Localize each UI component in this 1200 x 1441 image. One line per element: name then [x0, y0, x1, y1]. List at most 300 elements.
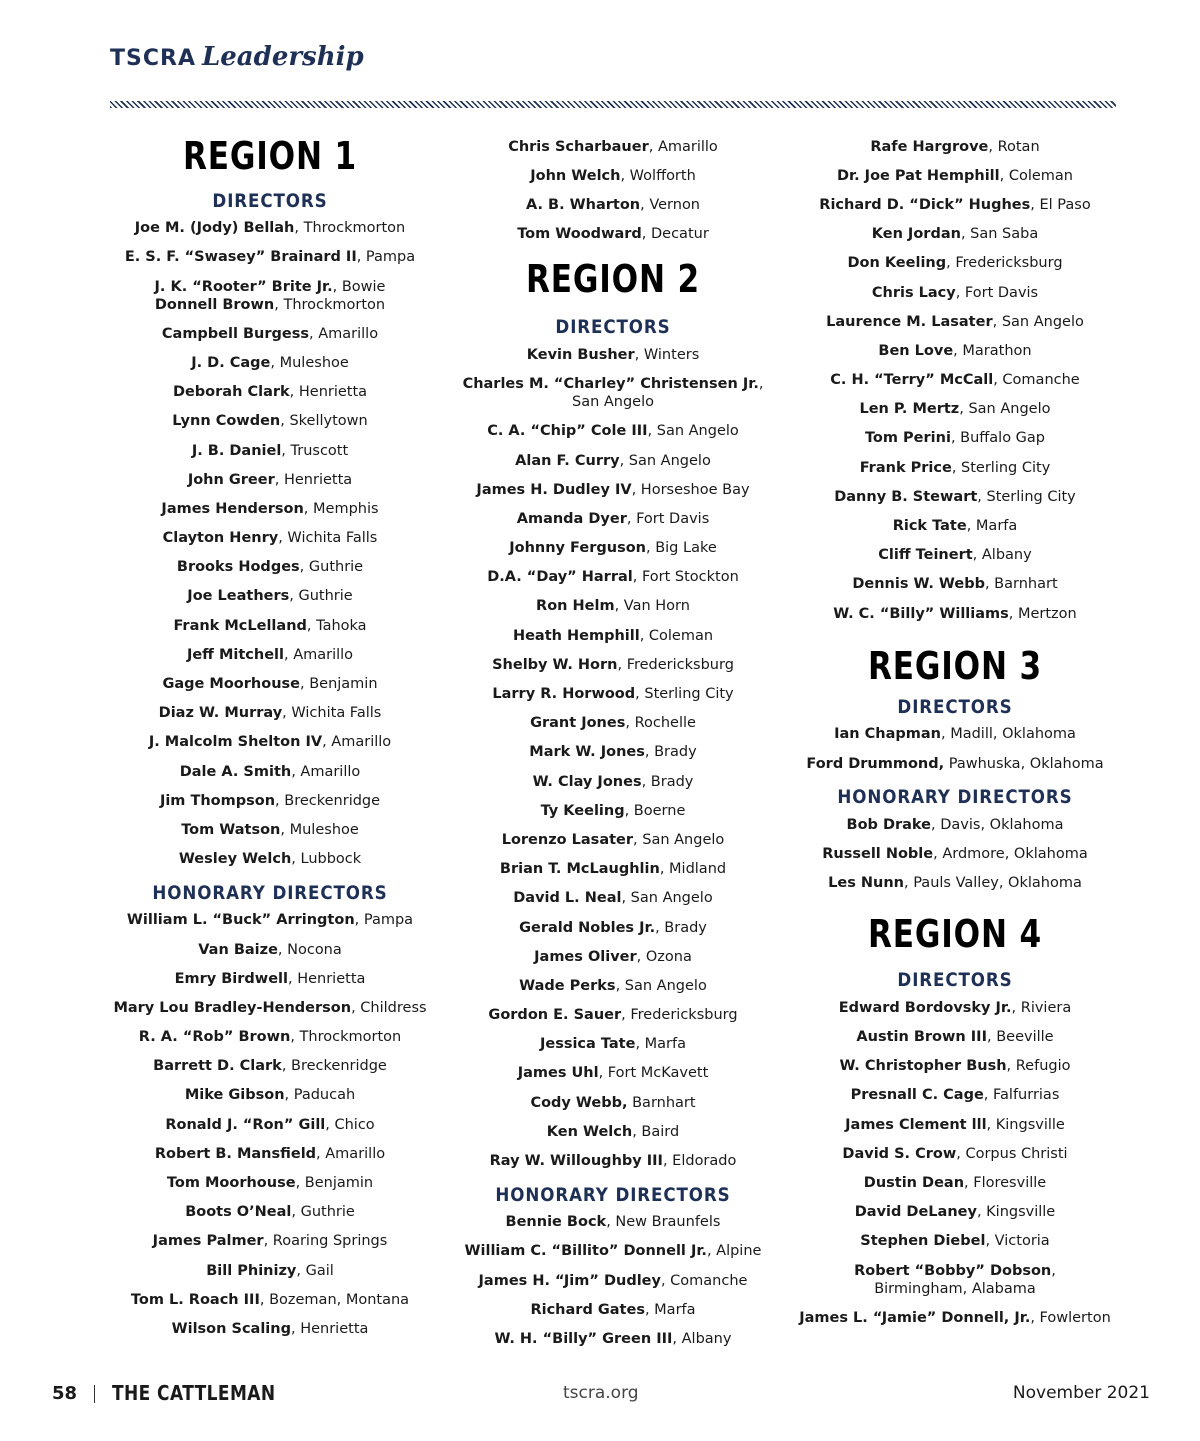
- director-location: , Winters: [634, 346, 700, 363]
- directors-list: [790, 993, 1120, 1332]
- director-location: , San Angelo: [621, 890, 713, 907]
- director-location: , Guthrie: [291, 1204, 355, 1221]
- director-entry: [790, 366, 1120, 395]
- director-name: James Clement lll: [845, 1116, 987, 1133]
- director-name: Frank McLelland: [173, 617, 307, 634]
- director-location: , Rochelle: [625, 715, 696, 732]
- director-name: Lorenzo Lasater: [501, 831, 634, 848]
- director-name: James L. “Jamie” Donnell, Jr.: [799, 1309, 1031, 1326]
- director-entry: [105, 1110, 435, 1139]
- director-name: Wilson Scaling: [171, 1320, 291, 1337]
- director-location: , Albany: [972, 547, 1032, 564]
- director-entry: [790, 1052, 1120, 1081]
- director-name: Jessica Tate: [539, 1036, 636, 1053]
- director-name: C. A. “Chip” Cole III: [487, 423, 648, 440]
- director-name: W. H. “Billy” Green III: [494, 1330, 673, 1347]
- director-entry: [790, 810, 1120, 839]
- header-brand: TSCRA: [110, 46, 196, 71]
- director-location: , Henrietta: [289, 384, 368, 401]
- directors-list: [105, 214, 435, 874]
- director-location: , Sterling City: [951, 459, 1051, 476]
- director-entry: [790, 424, 1120, 453]
- director-location: , Breckenridge: [275, 792, 381, 809]
- director-location: , Henrietta: [274, 471, 353, 488]
- director-name: Jim Thompson: [159, 792, 276, 809]
- column-3: [790, 132, 1120, 1332]
- director-name: Johnny Ferguson: [509, 540, 646, 557]
- director-location: , Amarillo: [316, 1145, 386, 1162]
- director-entry: [105, 1256, 435, 1285]
- director-location: , Throckmorton: [290, 1029, 402, 1046]
- director-entry: [448, 132, 778, 161]
- directors-list: [448, 340, 778, 1175]
- director-name: Shelby W. Horn: [492, 656, 618, 673]
- director-location: , Fredericksburg: [621, 1007, 738, 1024]
- director-location: , Kingsville: [976, 1204, 1056, 1221]
- director-location: , Amarillo: [309, 325, 379, 342]
- director-entry: [790, 1227, 1120, 1256]
- page-header: [110, 42, 364, 82]
- director-name: Robert “Bobby” Dobson: [854, 1262, 1052, 1279]
- director-entry: [790, 1081, 1120, 1110]
- director-name: James Palmer: [152, 1233, 264, 1250]
- director-name: Wesley Welch: [178, 851, 292, 868]
- director-entry: [448, 796, 778, 825]
- director-location: , Ozona: [636, 948, 692, 965]
- directors-list: [790, 132, 1120, 628]
- director-location: , Amarillo: [291, 763, 361, 780]
- director-name: Lynn Cowden: [172, 413, 281, 430]
- director-location: , Big Lake: [645, 540, 717, 557]
- director-entry: [448, 370, 778, 417]
- director-name: J. K. “Rooter” Brite Jr.: [154, 278, 333, 295]
- director-entry: [790, 307, 1120, 336]
- director-name: Kevin Busher: [526, 346, 635, 363]
- director-entry: [790, 336, 1120, 365]
- director-name: Ron Helm: [536, 598, 615, 615]
- director-entry: [448, 1000, 778, 1029]
- director-entry: [105, 1052, 435, 1081]
- director-entry: [448, 563, 778, 592]
- director-location: , Falfurrias: [983, 1087, 1060, 1104]
- director-location: , Benjamin: [299, 676, 378, 692]
- director-location: , Fredericksburg: [617, 656, 734, 673]
- director-entry: [448, 942, 778, 971]
- director-entry: [105, 319, 435, 348]
- director-name: Dr. Joe Pat Hemphill: [837, 167, 1000, 184]
- page-number: 58: [52, 1383, 78, 1404]
- directors-list: [790, 720, 1120, 778]
- director-name: W. Clay Jones: [532, 773, 642, 790]
- director-entry: [790, 1023, 1120, 1052]
- director-name: Dustin Dean: [863, 1175, 965, 1192]
- honorary-directors-list: [790, 810, 1120, 898]
- director-entry: [790, 395, 1120, 424]
- director-name: Jeff Mitchell: [186, 646, 284, 663]
- director-name: Ken Jordan: [871, 226, 961, 243]
- director-location: , Coleman: [639, 627, 714, 644]
- director-location: , Memphis: [303, 500, 379, 517]
- director-location: , Kingsville: [986, 1116, 1065, 1133]
- director-name: Ronald J. “Ron” Gill: [165, 1116, 326, 1133]
- director-location: , Eldorado: [662, 1153, 737, 1169]
- director-entry: [105, 640, 435, 669]
- director-name: Ben Love: [878, 342, 954, 359]
- director-name: Emry Birdwell: [174, 970, 288, 987]
- director-name: J. B. Daniel: [191, 442, 282, 459]
- director-entry: [448, 1295, 778, 1324]
- director-name: Joe Leathers: [187, 588, 290, 605]
- director-entry: [790, 278, 1120, 307]
- director-name: Van Baize: [198, 941, 278, 958]
- director-name: J. Malcolm Shelton IV: [148, 734, 323, 751]
- page-footer: [0, 1383, 1200, 1411]
- directors-list: [448, 132, 778, 249]
- director-entry: [448, 475, 778, 504]
- director-location: , Fort Stockton: [632, 569, 739, 586]
- director-entry: [448, 1088, 778, 1117]
- director-location: , Madill, Oklahoma: [940, 726, 1076, 743]
- director-location: , Wichita Falls: [282, 705, 382, 722]
- director-entry: [448, 446, 778, 475]
- director-location: , Truscott: [281, 442, 349, 459]
- director-location: , Throckmorton: [294, 220, 406, 237]
- director-name: Mark W. Jones: [529, 744, 645, 761]
- director-name: James Henderson: [161, 500, 304, 517]
- director-entry: [105, 993, 435, 1022]
- director-name: David S. Crow: [842, 1145, 957, 1162]
- director-entry: [105, 906, 435, 935]
- director-entry: [105, 1198, 435, 1227]
- director-entry: [105, 935, 435, 964]
- director-name: William L. “Buck” Arrington: [126, 912, 355, 929]
- director-location: , San Angelo: [647, 423, 739, 440]
- directors-heading: DIRECTORS: [897, 969, 1013, 992]
- director-location: , Davis, Oklahoma: [931, 816, 1064, 833]
- honorary-directors-list: [448, 1208, 778, 1354]
- director-entry: [448, 592, 778, 621]
- director-name: Boots O’Neal: [185, 1204, 292, 1221]
- director-name: E. S. F. “Swasey” Brainard II: [124, 249, 357, 266]
- director-name: A. B. Wharton: [525, 196, 641, 213]
- director-location: , Pampa: [354, 912, 414, 929]
- director-name: Presnall C. Cage: [850, 1087, 984, 1104]
- region-heading: REGION 2: [525, 256, 701, 301]
- director-name: Bennie Bock: [505, 1214, 607, 1231]
- director-entry: [790, 453, 1120, 482]
- director-entry: [448, 1208, 778, 1237]
- director-location: , San Angelo: [619, 452, 711, 469]
- director-entry: [448, 855, 778, 884]
- director-name: Bob Drake: [846, 816, 932, 833]
- director-location: Pawhuska, Oklahoma: [944, 755, 1104, 772]
- director-location: , Childress: [351, 999, 427, 1016]
- directors-heading: DIRECTORS: [555, 316, 671, 339]
- director-name: Tom Perini: [864, 430, 951, 447]
- director-location: , Boerne: [624, 802, 686, 819]
- director-entry: [105, 1022, 435, 1051]
- director-entry: [448, 340, 778, 369]
- director-location: , Tahoka: [306, 617, 367, 634]
- director-location: San Angelo: [571, 394, 655, 411]
- director-location: , Floresville: [964, 1175, 1047, 1192]
- director-entry: [105, 378, 435, 407]
- director-name: Clayton Henry: [162, 530, 279, 547]
- director-name: Mary Lou Bradley-Henderson: [113, 999, 352, 1016]
- director-name: Ken Welch: [546, 1123, 633, 1140]
- footer-divider: [94, 1385, 95, 1403]
- director-name: Danny B. Stewart: [834, 488, 978, 505]
- director-location: , Bowie: [332, 278, 386, 295]
- director-entry: [105, 523, 435, 552]
- director-location: , Throckmorton: [274, 296, 386, 313]
- honorary-directors-heading: HONORARY DIRECTORS: [837, 786, 1073, 809]
- director-name: John Welch: [530, 167, 621, 184]
- director-name: Amanda Dyer: [516, 510, 627, 527]
- director-name: James H. Dudley IV: [476, 481, 632, 498]
- director-name: Tom Moorhouse: [166, 1175, 296, 1191]
- director-name: David DeLaney: [854, 1204, 977, 1221]
- director-entry: [105, 1168, 435, 1197]
- director-location: , Guthrie: [289, 588, 353, 605]
- director-entry: [448, 825, 778, 854]
- director-location: , Fowlerton: [1030, 1309, 1111, 1326]
- director-location: , Henrietta: [287, 970, 366, 987]
- director-location: , Rotan: [988, 138, 1040, 155]
- director-location: , San Angelo: [992, 313, 1084, 330]
- director-location: , Muleshoe: [280, 821, 359, 838]
- director-name: Cliff Teinert: [878, 547, 973, 564]
- director-entry: [448, 709, 778, 738]
- director-name: Ray W. Willoughby III: [489, 1153, 663, 1169]
- director-entry: [105, 272, 435, 319]
- director-name: Ian Chapman: [834, 726, 941, 743]
- director-location: , Decatur: [641, 226, 709, 243]
- director-entry: [790, 541, 1120, 570]
- director-entry: [448, 1237, 778, 1266]
- director-location: , Comanche: [660, 1272, 748, 1289]
- director-location: , Skellytown: [280, 413, 368, 430]
- director-name: Richard Gates: [530, 1301, 645, 1318]
- honorary-directors-heading: HONORARY DIRECTORS: [495, 1183, 731, 1206]
- director-entry: [448, 190, 778, 219]
- region-heading: REGION 1: [182, 134, 358, 178]
- director-entry: [448, 161, 778, 190]
- director-entry: [790, 220, 1120, 249]
- director-name: Joe M. (Jody) Bellah: [134, 220, 295, 237]
- director-name: W. Christopher Bush: [839, 1058, 1007, 1075]
- director-name: Gordon E. Sauer: [488, 1007, 622, 1024]
- director-name: R. A. “Rob” Brown: [138, 1029, 291, 1046]
- director-location: , Fredericksburg: [946, 255, 1063, 272]
- director-entry: [448, 504, 778, 533]
- website-link[interactable]: tscra.org: [563, 1383, 639, 1403]
- director-name: Len P. Mertz: [859, 401, 960, 418]
- director-location: , Pampa: [356, 249, 416, 266]
- director-entry: [105, 214, 435, 243]
- director-entry: [448, 913, 778, 942]
- director-entry: [790, 749, 1120, 778]
- director-location: , Ardmore, Oklahoma: [933, 845, 1088, 862]
- director-entry: [790, 570, 1120, 599]
- director-entry: [105, 1285, 435, 1314]
- director-location: , San Saba: [960, 226, 1039, 243]
- director-name: Gage Moorhouse: [162, 676, 300, 692]
- director-name: Dennis W. Webb: [852, 576, 985, 593]
- director-entry: [790, 720, 1120, 749]
- director-entry: [105, 553, 435, 582]
- director-location: , Brady: [644, 744, 697, 761]
- director-location: , Midland: [659, 861, 727, 878]
- director-entry: [105, 348, 435, 377]
- header-hatched-rule: [110, 101, 1116, 108]
- director-location: , San Angelo: [959, 401, 1051, 418]
- director-location: , New Braunfels: [606, 1214, 721, 1231]
- director-entry: [105, 964, 435, 993]
- director-name: Russell Noble: [822, 845, 934, 862]
- director-name: Austin Brown III: [856, 1029, 987, 1046]
- director-location: , Buffalo Gap: [950, 430, 1046, 447]
- director-name: Brian T. McLaughlin: [499, 861, 660, 878]
- director-location: , Fort Davis: [955, 284, 1039, 301]
- director-location: , Paducah: [284, 1087, 356, 1104]
- director-name: David L. Neal: [513, 890, 622, 907]
- director-location: , Sterling City: [977, 488, 1076, 505]
- director-name: James Oliver: [534, 948, 637, 965]
- director-location: , Baird: [632, 1123, 680, 1140]
- directors-heading: DIRECTORS: [897, 695, 1013, 718]
- director-entry: [790, 993, 1120, 1022]
- director-location: Barnhart: [627, 1094, 696, 1111]
- director-location: , El Paso: [1030, 196, 1091, 213]
- director-entry: [448, 533, 778, 562]
- director-location: , Lubbock: [291, 851, 362, 868]
- director-location: Birmingham, Alabama: [874, 1280, 1036, 1297]
- director-location: , Benjamin: [295, 1175, 374, 1191]
- director-entry: [105, 728, 435, 757]
- director-entry: [790, 511, 1120, 540]
- director-entry: [448, 1266, 778, 1295]
- director-entry: [105, 699, 435, 728]
- director-name: Ty Keeling: [540, 802, 625, 819]
- director-name: Chris Scharbauer: [508, 138, 649, 155]
- director-entry: [105, 407, 435, 436]
- director-location: , Vernon: [640, 196, 700, 213]
- column-2: [448, 132, 778, 1354]
- director-name: Mike Gibson: [184, 1087, 285, 1104]
- director-entry: [105, 1139, 435, 1168]
- director-location: , Corpus Christi: [956, 1145, 1068, 1162]
- director-location: , Amarillo: [283, 646, 354, 663]
- director-entry: [448, 220, 778, 249]
- director-location: , Marathon: [953, 342, 1032, 359]
- director-name: Gerald Nobles Jr.: [519, 919, 656, 936]
- director-entry: [105, 669, 435, 698]
- director-name: Robert B. Mansfield: [154, 1145, 317, 1162]
- director-location: ,: [1051, 1262, 1056, 1279]
- director-name: Rick Tate: [892, 518, 967, 535]
- director-location: , Guthrie: [299, 559, 364, 576]
- director-name: Heath Hemphill: [512, 627, 640, 644]
- director-location: , Wichita Falls: [278, 530, 378, 547]
- director-name: Frank Price: [859, 459, 952, 476]
- director-name: Alan F. Curry: [515, 452, 620, 469]
- director-location: , Chico: [325, 1116, 375, 1133]
- director-name: Tom Woodward: [517, 226, 642, 243]
- director-entry: [448, 679, 778, 708]
- director-name: Diaz W. Murray: [158, 705, 283, 722]
- director-entry: [790, 132, 1120, 161]
- director-entry: [105, 1081, 435, 1110]
- director-name: Tom Watson: [181, 821, 281, 838]
- director-location: , Breckenridge: [281, 1058, 387, 1075]
- region-heading: REGION 3: [867, 644, 1043, 689]
- director-entry: [448, 650, 778, 679]
- director-name: Les Nunn: [828, 875, 904, 892]
- director-name: Charles M. “Charley” Christensen Jr.: [462, 376, 759, 393]
- director-entry: [105, 243, 435, 272]
- header-script-title: Leadership: [201, 42, 364, 72]
- director-entry: [790, 249, 1120, 278]
- director-name: Donnell Brown: [154, 296, 275, 313]
- director-name: Chris Lacy: [871, 284, 956, 301]
- director-name: Don Keeling: [847, 255, 947, 272]
- director-entry: [790, 1303, 1120, 1332]
- director-location: , Brady: [655, 919, 707, 936]
- director-entry: [448, 1030, 778, 1059]
- director-location: , Coleman: [999, 167, 1073, 184]
- director-location: , Fort McKavett: [598, 1065, 709, 1082]
- director-location: , Fort Davis: [626, 510, 710, 527]
- director-location: , Amarillo: [322, 734, 392, 751]
- director-entry: [790, 1168, 1120, 1197]
- director-location: , Alpine: [706, 1243, 762, 1260]
- director-entry: [448, 417, 778, 446]
- director-entry: [790, 1139, 1120, 1168]
- director-location: , Sterling City: [635, 686, 734, 702]
- director-entry: [790, 161, 1120, 190]
- column-1: [105, 132, 435, 1344]
- region-heading: REGION 4: [867, 911, 1043, 956]
- director-name: Stephen Diebel: [860, 1233, 986, 1250]
- director-entry: [105, 1314, 435, 1343]
- director-name: Deborah Clark: [172, 384, 290, 401]
- director-name: Campbell Burgess: [161, 325, 310, 342]
- director-location: , Wolfforth: [620, 167, 696, 184]
- director-location: , Marfa: [635, 1036, 687, 1053]
- director-name: William C. “Billito” Donnell Jr.: [464, 1243, 707, 1260]
- director-entry: [105, 465, 435, 494]
- director-entry: [790, 482, 1120, 511]
- director-entry: [790, 1256, 1120, 1303]
- director-entry: [790, 190, 1120, 219]
- director-name: John Greer: [187, 471, 275, 488]
- director-entry: [448, 738, 778, 767]
- director-name: W. C. “Billy” Williams: [833, 605, 1009, 622]
- director-name: Dale A. Smith: [179, 763, 292, 780]
- director-entry: [448, 1117, 778, 1146]
- director-entry: [105, 1227, 435, 1256]
- director-entry: [448, 1146, 778, 1175]
- issue-date: November 2021: [1012, 1383, 1150, 1403]
- director-name: Tom L. Roach III: [130, 1291, 260, 1308]
- director-entry: [790, 1198, 1120, 1227]
- director-name: James Uhl: [517, 1065, 599, 1082]
- director-location: , Beeville: [986, 1029, 1054, 1046]
- director-entry: [790, 1110, 1120, 1139]
- director-location: , Horseshoe Bay: [631, 481, 750, 498]
- director-name: Bill Phinizy: [206, 1262, 297, 1279]
